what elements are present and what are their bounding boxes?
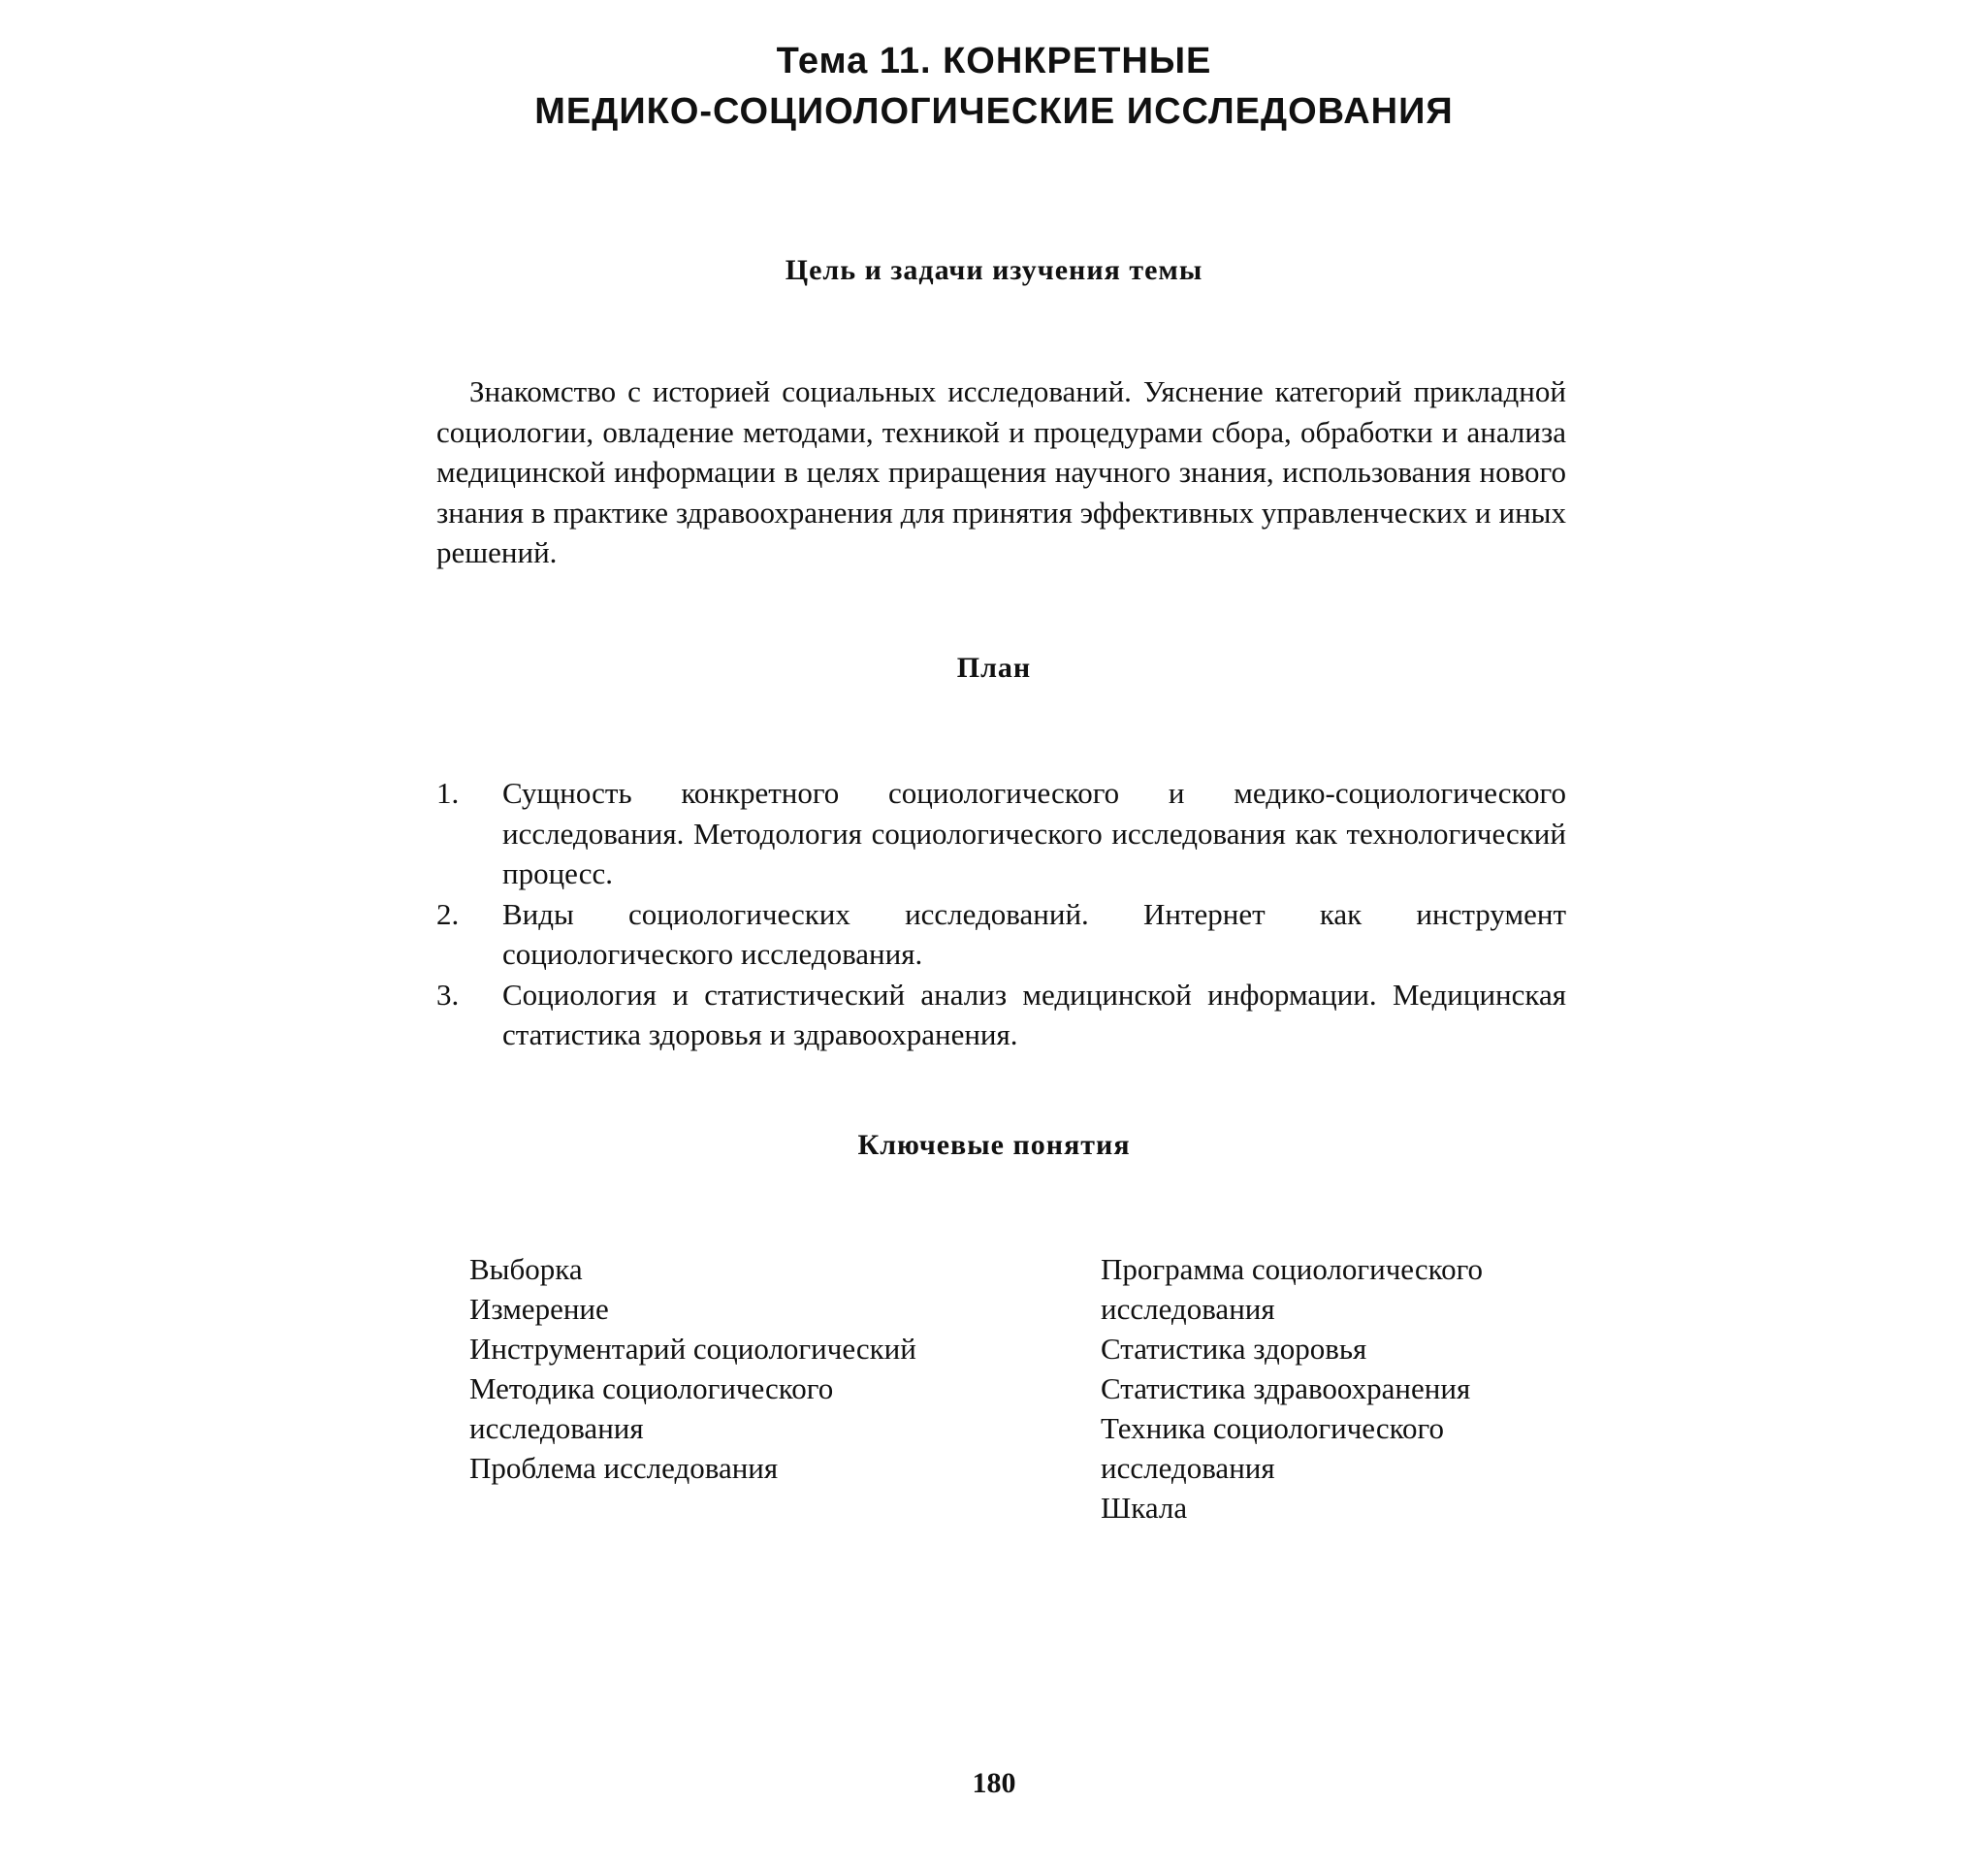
plan-item-number: 1. <box>436 776 460 810</box>
key-concept-item: Статистика здравоохранения <box>1101 1371 1471 1405</box>
plan-heading: План <box>956 652 1032 684</box>
plan-item-number: 3. <box>436 977 460 1012</box>
key-concept-item: Инструментарий социологический <box>469 1332 916 1366</box>
key-concept-item: Программа социологического исследования <box>1101 1252 1484 1326</box>
goal-paragraph: Знакомство с историей социальных исследований. Уяснение категорий прикладной социологии, овладение методами, техникой и процедурами сбора, обработки и анализа медицинской информации в целях приращения научного знания, использования нового знания в практике здравоохранения для принятия эффективных управленческих и иных решений. <box>436 374 1566 569</box>
key-concept-item: Измерение <box>469 1292 609 1326</box>
page-number: 180 <box>972 1767 1016 1799</box>
key-concept-item: Техника социологического исследования <box>1101 1411 1445 1485</box>
plan-item-text: Социология и статистический анализ медицинской информации. Медицинская статистика здоровья и здравоохранения. <box>502 977 1566 1051</box>
plan-item-text: Сущность конкретного социологического и медико-социологического исследования. Методология социологического исследования как технологический процесс. <box>502 776 1566 890</box>
plan-list <box>436 773 1566 1055</box>
key-concepts-heading: Ключевые понятия <box>857 1129 1131 1161</box>
plan-item-number: 2. <box>436 896 460 931</box>
topic-title-line-2: МЕДИКО-СОЦИОЛОГИЧЕСКИЕ ИССЛЕДОВАНИЯ <box>534 91 1454 132</box>
key-concept-item: Шкала <box>1101 1491 1188 1525</box>
topic-title-line-1: Тема 11. КОНКРЕТНЫЕ <box>776 41 1212 81</box>
key-concept-item: Выборка <box>469 1252 583 1286</box>
plan-item-text: Виды социологических исследований. Интернет как инструмент социологического исследования. <box>502 896 1566 971</box>
plan-item <box>436 773 1566 894</box>
key-concept-item: Статистика здоровья <box>1101 1332 1367 1366</box>
key-concept-item: Проблема исследования <box>469 1451 779 1485</box>
key-concepts-left-column <box>469 1249 1012 1488</box>
key-concepts-right-column <box>1101 1249 1586 1528</box>
plan-item <box>436 975 1566 1055</box>
goal-heading: Цель и задачи изучения темы <box>785 254 1203 286</box>
plan-item <box>436 894 1566 975</box>
key-concept-item: Методика социологического исследования <box>469 1371 834 1445</box>
